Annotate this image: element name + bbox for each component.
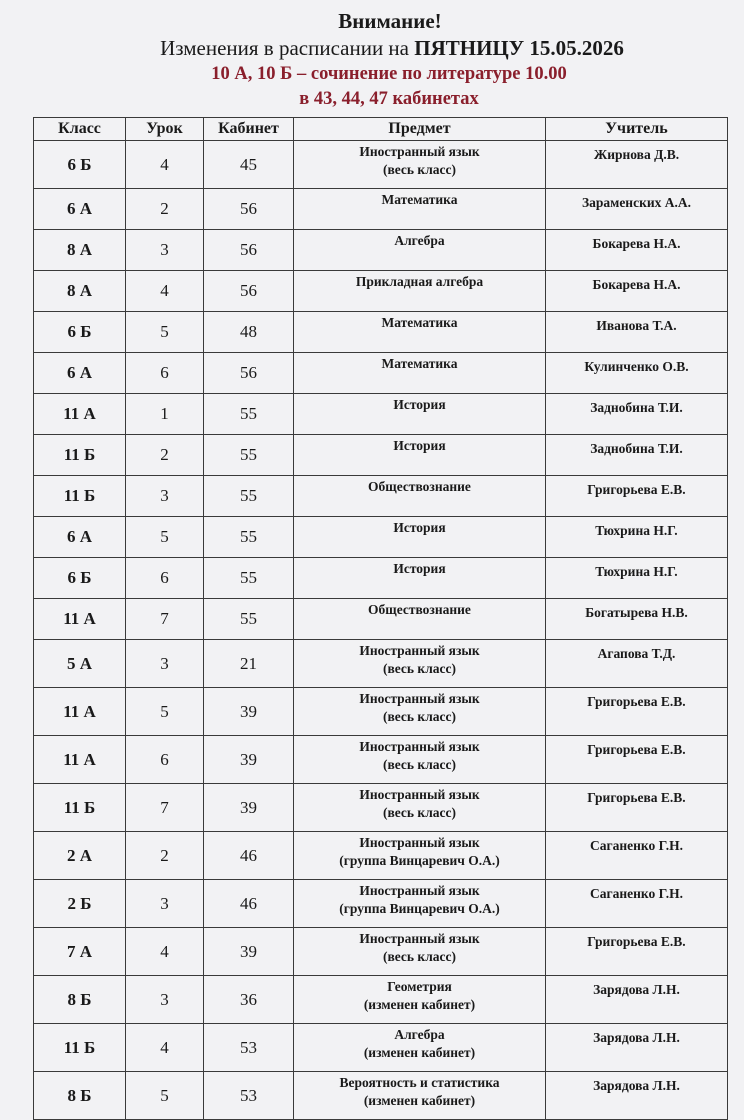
room-cell: 56 [204, 189, 294, 230]
subject-note: (изменен кабинет) [363, 1093, 476, 1108]
class-cell: 6 Б [34, 312, 126, 353]
subject-name: Алгебра [394, 1027, 445, 1042]
lesson-cell: 2 [126, 435, 204, 476]
table-row [34, 558, 728, 599]
subject-cell [294, 640, 546, 688]
subject-cell [294, 784, 546, 832]
subject-name: Вероятность и статистика [339, 1075, 500, 1090]
subject-name: Иностранный язык [359, 883, 480, 898]
class-cell: 8 Б [34, 1072, 126, 1120]
subject-note: (весь класс) [382, 805, 457, 820]
teacher-cell: Зарядова Л.Н. [546, 976, 728, 1024]
schedule-changes-table [33, 117, 728, 1120]
subject-cell [294, 832, 546, 880]
room-cell: 53 [204, 1024, 294, 1072]
subject-cell [294, 1072, 546, 1120]
essay-note-line2: в 43, 44, 47 кабинетах [299, 89, 479, 109]
table-row [34, 517, 728, 558]
notice-header [0, 8, 744, 112]
subject-name: Иностранный язык [359, 643, 480, 658]
room-cell: 55 [204, 558, 294, 599]
teacher-cell: Иванова Т.А. [546, 312, 728, 353]
class-cell: 8 А [34, 271, 126, 312]
class-cell: 6 А [34, 189, 126, 230]
class-cell: 11 Б [34, 476, 126, 517]
subject-cell [294, 435, 546, 476]
table-row [34, 976, 728, 1024]
subject-name: Математика [381, 315, 458, 330]
table-row [34, 880, 728, 928]
teacher-cell: Зарядова Л.Н. [546, 1024, 728, 1072]
subject-cell [294, 517, 546, 558]
essay-note-line1: 10 А, 10 Б – сочинение по литературе 10.00 [211, 64, 567, 84]
subject-cell [294, 558, 546, 599]
table-row [34, 928, 728, 976]
changes-prefix: Изменения в расписании на [160, 36, 409, 60]
lesson-cell: 3 [126, 976, 204, 1024]
table-row [34, 435, 728, 476]
class-cell: 6 Б [34, 141, 126, 189]
table-row [34, 189, 728, 230]
teacher-cell: Заднобина Т.И. [546, 435, 728, 476]
room-cell: 45 [204, 141, 294, 189]
lesson-cell: 5 [126, 312, 204, 353]
class-cell: 11 А [34, 394, 126, 435]
class-cell: 2 Б [34, 880, 126, 928]
teacher-cell: Григорьева Е.В. [546, 736, 728, 784]
subject-name: История [393, 397, 446, 412]
column-header-subject: Предмет [294, 118, 546, 141]
lesson-cell: 3 [126, 230, 204, 271]
table-row [34, 640, 728, 688]
table-row [34, 1024, 728, 1072]
lesson-cell: 4 [126, 271, 204, 312]
room-cell: 56 [204, 353, 294, 394]
room-cell: 55 [204, 599, 294, 640]
subject-note: (весь класс) [382, 162, 457, 177]
table-row [34, 1072, 728, 1120]
room-cell: 56 [204, 230, 294, 271]
subject-name: Иностранный язык [359, 691, 480, 706]
room-cell: 53 [204, 1072, 294, 1120]
class-cell: 6 А [34, 517, 126, 558]
room-cell: 48 [204, 312, 294, 353]
room-cell: 55 [204, 394, 294, 435]
lesson-cell: 3 [126, 640, 204, 688]
subject-note: (группа Винцаревич О.А.) [339, 901, 500, 916]
room-cell: 39 [204, 688, 294, 736]
subject-note: (изменен кабинет) [363, 1045, 476, 1060]
subject-cell [294, 976, 546, 1024]
class-cell: 5 А [34, 640, 126, 688]
room-cell: 46 [204, 880, 294, 928]
lesson-cell: 5 [126, 517, 204, 558]
room-cell: 55 [204, 435, 294, 476]
class-cell: 6 Б [34, 558, 126, 599]
lesson-cell: 4 [126, 1024, 204, 1072]
subject-name: Иностранный язык [359, 144, 480, 159]
table-row [34, 784, 728, 832]
lesson-cell: 6 [126, 558, 204, 599]
table-row [34, 230, 728, 271]
room-cell: 55 [204, 517, 294, 558]
room-cell: 55 [204, 476, 294, 517]
teacher-cell: Жирнова Д.В. [546, 141, 728, 189]
subject-note: (группа Винцаревич О.А.) [339, 853, 500, 868]
lesson-cell: 4 [126, 928, 204, 976]
teacher-cell: Бокарева Н.А. [546, 230, 728, 271]
subject-cell [294, 1024, 546, 1072]
subject-cell [294, 394, 546, 435]
room-cell: 39 [204, 736, 294, 784]
changes-day: ПЯТНИЦУ 15.05.2026 [414, 36, 624, 60]
subject-cell [294, 230, 546, 271]
subject-cell [294, 312, 546, 353]
class-cell: 11 Б [34, 784, 126, 832]
subject-note: (весь класс) [382, 949, 457, 964]
room-cell: 46 [204, 832, 294, 880]
lesson-cell: 6 [126, 736, 204, 784]
room-cell: 36 [204, 976, 294, 1024]
subject-name: Алгебра [394, 233, 445, 248]
subject-cell [294, 880, 546, 928]
lesson-cell: 1 [126, 394, 204, 435]
class-cell: 11 А [34, 688, 126, 736]
subject-name: История [393, 438, 446, 453]
subject-name: Иностранный язык [359, 739, 480, 754]
subject-name: История [393, 561, 446, 576]
lesson-cell: 4 [126, 141, 204, 189]
column-header-teacher: Учитель [546, 118, 728, 141]
column-header-class: Класс [34, 118, 126, 141]
subject-note: (весь класс) [382, 709, 457, 724]
table-row [34, 688, 728, 736]
table-row [34, 271, 728, 312]
subject-name: Иностранный язык [359, 835, 480, 850]
table-row [34, 599, 728, 640]
lesson-cell: 6 [126, 353, 204, 394]
teacher-cell: Григорьева Е.В. [546, 928, 728, 976]
table-row [34, 476, 728, 517]
subject-cell [294, 353, 546, 394]
lesson-cell: 7 [126, 784, 204, 832]
lesson-cell: 3 [126, 476, 204, 517]
subject-cell [294, 189, 546, 230]
table-body [34, 141, 728, 1120]
lesson-cell: 5 [126, 1072, 204, 1120]
teacher-cell: Зарядова Л.Н. [546, 1072, 728, 1120]
lesson-cell: 5 [126, 688, 204, 736]
class-cell: 2 А [34, 832, 126, 880]
table-row [34, 353, 728, 394]
teacher-cell: Григорьева Е.В. [546, 688, 728, 736]
subject-note: (весь класс) [382, 757, 457, 772]
lesson-cell: 2 [126, 832, 204, 880]
teacher-cell: Заднобина Т.И. [546, 394, 728, 435]
teacher-cell: Григорьева Е.В. [546, 476, 728, 517]
subject-name: Иностранный язык [359, 787, 480, 802]
teacher-cell: Григорьева Е.В. [546, 784, 728, 832]
subject-cell [294, 688, 546, 736]
subject-cell [294, 599, 546, 640]
class-cell: 11 А [34, 599, 126, 640]
table-row [34, 832, 728, 880]
room-cell: 39 [204, 928, 294, 976]
subject-name: Прикладная алгебра [355, 274, 484, 289]
lesson-cell: 2 [126, 189, 204, 230]
class-cell: 11 А [34, 736, 126, 784]
table-row [34, 141, 728, 189]
class-cell: 6 А [34, 353, 126, 394]
teacher-cell: Кулинченко О.В. [546, 353, 728, 394]
subject-name: Обществознание [368, 602, 471, 617]
subject-name: История [393, 520, 446, 535]
subject-note: (весь класс) [382, 661, 457, 676]
teacher-cell: Зараменских А.А. [546, 189, 728, 230]
subject-cell [294, 141, 546, 189]
lesson-cell: 7 [126, 599, 204, 640]
subject-name: Математика [381, 356, 458, 371]
class-cell: 8 Б [34, 976, 126, 1024]
column-header-lesson: Урок [126, 118, 204, 141]
changes-title [40, 34, 744, 62]
teacher-cell: Саганенко Г.Н. [546, 832, 728, 880]
subject-name: Иностранный язык [359, 931, 480, 946]
class-cell: 8 А [34, 230, 126, 271]
teacher-cell: Тюхрина Н.Г. [546, 517, 728, 558]
class-cell: 11 Б [34, 435, 126, 476]
subject-cell [294, 736, 546, 784]
subject-cell [294, 271, 546, 312]
class-cell: 7 А [34, 928, 126, 976]
room-cell: 56 [204, 271, 294, 312]
teacher-cell: Тюхрина Н.Г. [546, 558, 728, 599]
teacher-cell: Бокарева Н.А. [546, 271, 728, 312]
teacher-cell: Саганенко Г.Н. [546, 880, 728, 928]
column-header-room: Кабинет [204, 118, 294, 141]
attention-title: Внимание! [338, 9, 442, 33]
table-row [34, 312, 728, 353]
class-cell: 11 Б [34, 1024, 126, 1072]
teacher-cell: Агапова Т.Д. [546, 640, 728, 688]
table-header-row [34, 118, 728, 141]
table-row [34, 394, 728, 435]
lesson-cell: 3 [126, 880, 204, 928]
room-cell: 21 [204, 640, 294, 688]
subject-name: Геометрия [387, 979, 452, 994]
subject-cell [294, 476, 546, 517]
subject-cell [294, 928, 546, 976]
subject-name: Математика [381, 192, 458, 207]
room-cell: 39 [204, 784, 294, 832]
subject-name: Обществознание [368, 479, 471, 494]
teacher-cell: Богатырева Н.В. [546, 599, 728, 640]
table-row [34, 736, 728, 784]
subject-note: (изменен кабинет) [363, 997, 476, 1012]
